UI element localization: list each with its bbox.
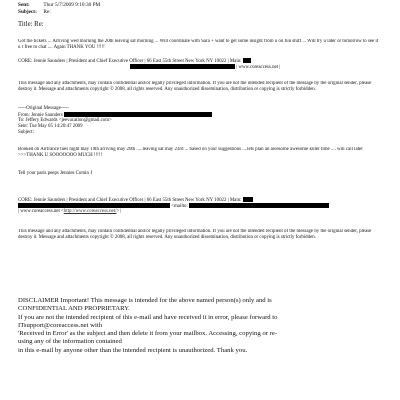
signature2-line-3 — [18, 209, 121, 215]
disclaimer-line-2: CONFIDENTIAL AND PROPRIETARY. — [18, 305, 130, 313]
confidentiality-notice-2: This message and any attachments, may contain confidential and/or legally privileged information. If you are not the intended recipient of the message by the original sender, please destroy it. Message and attachments copyright © 2008, all rights reserved. Any unauthorized dissemination, distribution or copying is strictly forbidden. — [18, 229, 372, 240]
redaction-bar — [189, 203, 329, 208]
original-body: Booked on Airfrance tues night may 19th arriving may 20th .....leaving sat may 23rd ... based on your suggestions ....lets plan an awesome awesome killer time .... will call later >>>THANK U SOOOOOOO MUCH !!!!! — [18, 147, 363, 158]
sent-label: Sent: — [18, 2, 30, 8]
disclaimer-line-7: in this e-mail by anyone other than the intended recipient is unauthorized. Thank you. — [18, 346, 248, 354]
signature-text: CORE: Jennie Saunders | President and Chief Executive Officer | 66 East 55th Street New York NY 10022 | Main: — [18, 59, 242, 64]
disclaimer-block — [18, 297, 386, 355]
disclaimer-line-3: If you are not the intended recipient of this e-mail and have received it in error, please forward to — [18, 313, 278, 321]
confidentiality-notice-1: This message and any attachments, may contain confidential and/or legally privileged information. If you are not the intended recipient of the message by the original sender, please destroy it. Message and attachments copyright © 2008, all rights reserved. Any unauthorized dissemination, distribution or copying is strictly forbidden. — [18, 81, 372, 92]
redaction-bar — [64, 112, 212, 117]
sent-row — [18, 2, 100, 9]
message-body: Got the tickets ... Arriving wed morning the 20th leaving sat morning ... Will coordinate with Sara + want to get some insight from u on fun stuff ... Will try u later or tomorrow to see if u r free to chat .... Again THANK YOU !!!!! — [18, 39, 379, 50]
signature-line-2 — [130, 64, 280, 71]
message-title: Title: Re: — [18, 21, 44, 28]
disclaimer-line-4: ITsupport@coreaccess.net with — [18, 321, 103, 329]
signature-website: | www.coreaccess.net | — [236, 65, 281, 70]
website-link[interactable]: http://www.coreaccess.net/ — [63, 209, 117, 214]
original-to: To: Jeffery Edwards <jeevacation@gmail.com> — [18, 118, 112, 123]
signature2-text: CORE: Jennie Saunders | President and Chief Executive Officer | 66 East 55th Street New York NY 10022 | Main: — [18, 198, 242, 203]
redaction-bar — [243, 58, 251, 63]
disclaimer-line-1: DISCLAIMER Important! This message is intended for the above named person(s) only and is — [18, 297, 272, 304]
redaction-bar — [243, 197, 253, 202]
subject-value: Re: — [43, 9, 51, 15]
disclaimer-line-6: using any of the information contained — [18, 338, 122, 346]
disclaimer-line-5: 'Received in Error' as the subject and then delete it from your mailbox. Accessing, copying or re- — [18, 330, 278, 338]
sent-value: Thur 5/7/2009 9:10:30 PM — [43, 2, 101, 8]
subject-label: Subject: — [18, 9, 37, 15]
original-closing: Tell your paris peeps Jennies Comin J — [18, 171, 93, 176]
redaction-bar — [130, 64, 235, 69]
original-subject: Subject: — [18, 130, 35, 135]
mailto-text: <mailto: — [171, 204, 188, 209]
redaction-bar — [18, 203, 170, 208]
original-message-label: -----Original Message----- — [18, 106, 69, 111]
signature2-website-end: > | — [116, 209, 122, 214]
signature2-website: | www.coreaccess.net < — [18, 209, 64, 214]
original-sent: Sent: Tue May 05 14:20:47 2009 — [18, 124, 83, 129]
from-text: From: Jennie Saunders — [18, 113, 63, 118]
subject-row — [18, 9, 51, 16]
